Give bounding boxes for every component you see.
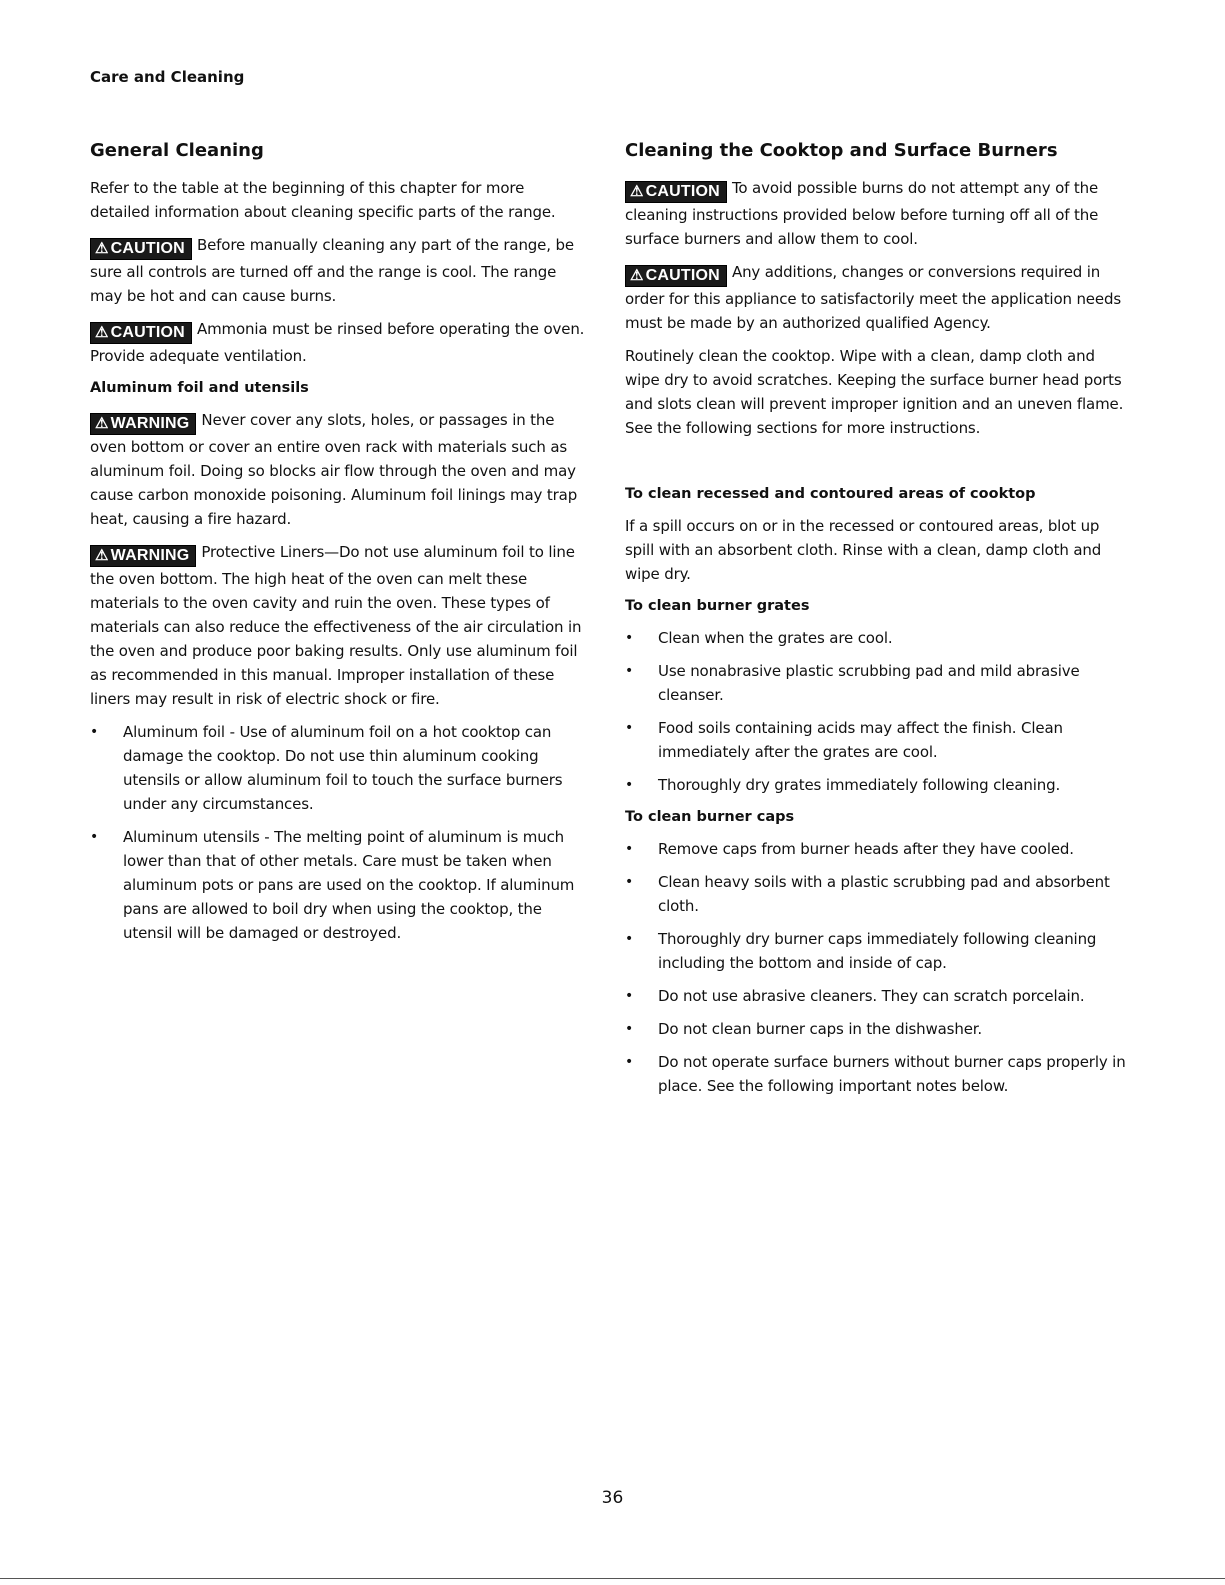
routine-paragraph: Routinely clean the cooktop. Wipe with a clean, damp cloth and wipe dry to avoid scratches. Keeping the surface burner head ports and slots clean will prevent improper ignition and an uneven flame. See the following sections for more instructions. (625, 347, 1124, 437)
intro-paragraph: Refer to the table at the beginning of this chapter for more detailed information about cleaning specific parts of the range. (90, 179, 556, 221)
warning-text: Protective Liners—Do not use aluminum foil to line the oven bottom. The high heat of the oven can melt these materials to the oven cavity and ruin the oven. These types of materials can also reduce the effectiveness of the air circulation in the oven and produce poor baking results. Only use aluminum foil as recommended in this manual. Improper installation of these liners may result in risk of electric shock or fire. (90, 543, 582, 708)
bullet-icon: • (625, 663, 634, 679)
bullet-icon: • (625, 931, 634, 947)
list-item: • Aluminum utensils - The melting point of aluminum is much lower than that of other metals. Care must be taken when aluminum pots or pans are used on the cooktop. If aluminum pans are allowed to boil dry when using the cooktop, the utensil will be damaged or destroyed. (90, 825, 588, 945)
caution-paragraph (90, 317, 588, 368)
list-item: • Remove caps from burner heads after they have cooled. (625, 837, 1127, 861)
warning-paragraph (90, 540, 588, 711)
caution-text: Ammonia must be rinsed before operating the oven. Provide adequate ventilation. (90, 320, 585, 365)
warning-triangle-icon: ⚠ (95, 324, 109, 341)
left-column (90, 138, 588, 954)
list-item: • Do not use abrasive cleaners. They can scratch porcelain. (625, 984, 1127, 1008)
bullet-icon: • (625, 874, 634, 890)
bullet-icon: • (90, 829, 99, 845)
caution-badge (625, 181, 727, 203)
page-header: Care and Cleaning (90, 68, 245, 86)
caution-text: Any additions, changes or conversions required in order for this appliance to satisfactorily meet the application needs must be made by an authorized qualified Agency. (625, 263, 1121, 332)
subsection-title-recessed: To clean recessed and contoured areas of cooktop (625, 486, 1036, 502)
bullet-icon: • (625, 1054, 634, 1070)
warning-badge (90, 413, 196, 435)
warning-text: Never cover any slots, holes, or passages in the oven bottom or cover an entire oven rack with materials such as aluminum foil. Doing so blocks air flow through the oven and may cause carbon monoxide poisoning. Aluminum foil linings may trap heat, causing a fire hazard. (90, 411, 578, 528)
spacer (625, 449, 1127, 483)
caution-label: CAUTION (645, 267, 720, 284)
bullet-icon: • (625, 1021, 634, 1037)
list-item: • Do not operate surface burners without burner caps properly in place. See the following important notes below. (625, 1050, 1127, 1098)
warning-paragraph (90, 408, 588, 531)
caution-paragraph (90, 233, 588, 308)
section-title-cooktop: Cleaning the Cooktop and Surface Burners (625, 140, 1058, 161)
list-item: • Food soils containing acids may affect the finish. Clean immediately after the grates are cool. (625, 716, 1127, 764)
warning-label: WARNING (110, 547, 190, 564)
caution-label: CAUTION (110, 324, 185, 341)
foil-bullet-list (90, 720, 588, 945)
caution-badge (625, 265, 727, 287)
list-item: • Do not clean burner caps in the dishwasher. (625, 1017, 1127, 1041)
warning-triangle-icon: ⚠ (630, 267, 644, 284)
caution-label: CAUTION (110, 240, 185, 257)
warning-triangle-icon: ⚠ (95, 547, 109, 564)
caution-text: Before manually cleaning any part of the range, be sure all controls are turned off and the range is cool. The range may be hot and can cause burns. (90, 236, 574, 305)
bullet-icon: • (625, 988, 634, 1004)
list-item: • Thoroughly dry grates immediately following cleaning. (625, 773, 1127, 797)
list-item: • Use nonabrasive plastic scrubbing pad and mild abrasive cleanser. (625, 659, 1127, 707)
list-item: • Thoroughly dry burner caps immediately following cleaning including the bottom and inside of cap. (625, 927, 1127, 975)
bullet-icon: • (625, 841, 634, 857)
list-item: • Clean when the grates are cool. (625, 626, 1127, 650)
subsection-title-foil: Aluminum foil and utensils (90, 380, 309, 396)
warning-label: WARNING (110, 415, 190, 432)
section-title-general-cleaning: General Cleaning (90, 140, 264, 161)
bullet-icon: • (625, 777, 634, 793)
caps-bullet-list (625, 837, 1127, 1098)
recessed-paragraph: If a spill occurs on or in the recessed or contoured areas, blot up spill with an absorbent cloth. Rinse with a clean, damp cloth and wipe dry. (625, 517, 1102, 583)
caution-paragraph (625, 260, 1127, 335)
list-item: • Aluminum foil - Use of aluminum foil on a hot cooktop can damage the cooktop. Do not use thin aluminum cooking utensils or allow aluminum foil to touch the surface burners under any circumstances. (90, 720, 588, 816)
warning-badge (90, 545, 196, 567)
subsection-title-grates: To clean burner grates (625, 598, 810, 614)
caution-badge (90, 238, 192, 260)
page-number: 36 (601, 1488, 624, 1508)
caution-label: CAUTION (645, 183, 720, 200)
caution-badge (90, 322, 192, 344)
warning-triangle-icon: ⚠ (630, 183, 644, 200)
caution-text: To avoid possible burns do not attempt any of the cleaning instructions provided below before turning off all of the surface burners and allow them to cool. (625, 179, 1099, 248)
bullet-icon: • (625, 630, 634, 646)
caution-paragraph (625, 176, 1127, 251)
warning-triangle-icon: ⚠ (95, 240, 109, 257)
bullet-icon: • (625, 720, 634, 736)
right-column (625, 138, 1127, 1107)
warning-triangle-icon: ⚠ (95, 415, 109, 432)
grates-bullet-list (625, 626, 1127, 797)
list-item: • Clean heavy soils with a plastic scrubbing pad and absorbent cloth. (625, 870, 1127, 918)
bullet-icon: • (90, 724, 99, 740)
subsection-title-caps: To clean burner caps (625, 809, 795, 825)
bottom-rule (0, 1578, 1225, 1579)
